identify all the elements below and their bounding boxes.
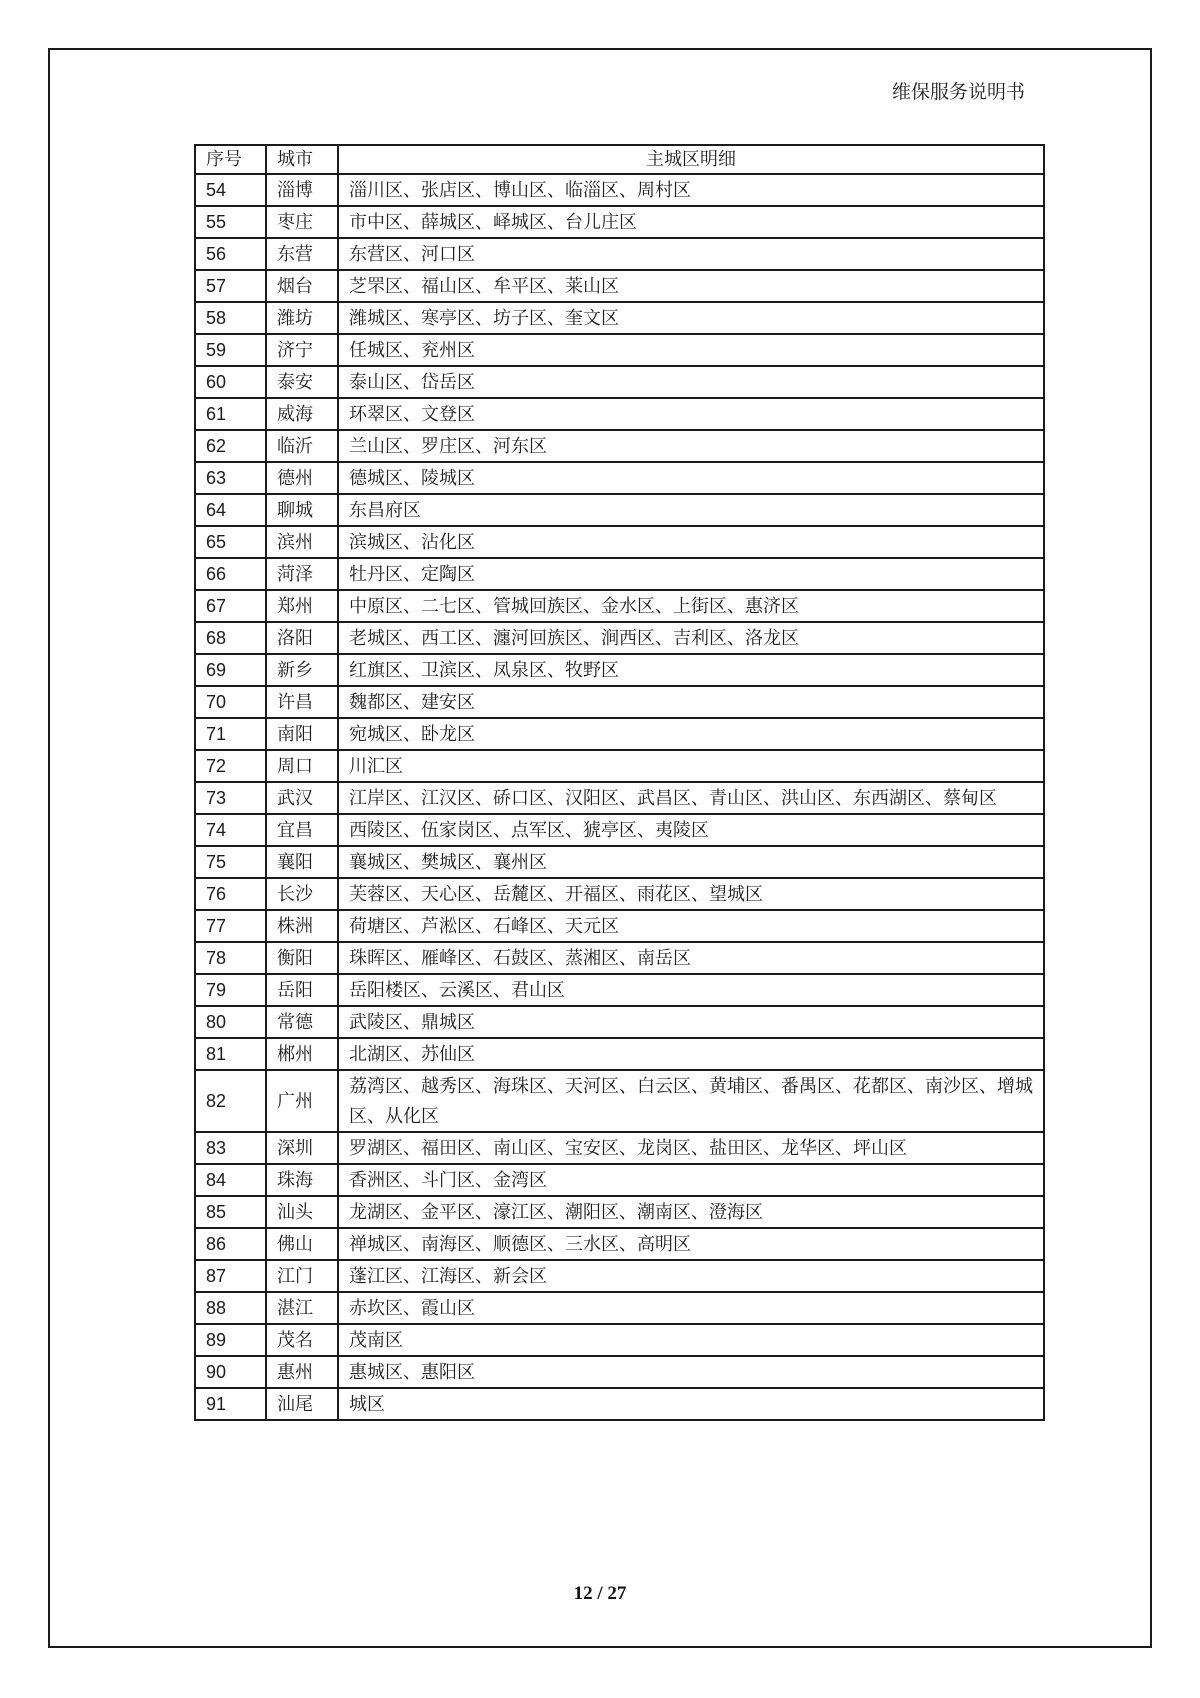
- cell-districts: 滨城区、沾化区: [338, 526, 1044, 558]
- cell-districts: 武陵区、鼎城区: [338, 1006, 1044, 1038]
- cell-no: 90: [195, 1356, 266, 1388]
- cell-no: 66: [195, 558, 266, 590]
- table-row: [195, 526, 1044, 558]
- cell-city: 衡阳: [266, 942, 338, 974]
- cell-districts: 香洲区、斗门区、金湾区: [338, 1164, 1044, 1196]
- cell-districts: 市中区、薛城区、峄城区、台儿庄区: [338, 206, 1044, 238]
- cell-districts: 东昌府区: [338, 494, 1044, 526]
- table-row: [195, 206, 1044, 238]
- cell-city: 江门: [266, 1260, 338, 1292]
- cell-districts: 岳阳楼区、云溪区、君山区: [338, 974, 1044, 1006]
- cell-city: 东营: [266, 238, 338, 270]
- table-row: [195, 846, 1044, 878]
- cell-districts: 北湖区、苏仙区: [338, 1038, 1044, 1070]
- cell-no: 60: [195, 366, 266, 398]
- cell-no: 68: [195, 622, 266, 654]
- cell-no: 64: [195, 494, 266, 526]
- table-row: [195, 814, 1044, 846]
- cell-districts: 芝罘区、福山区、牟平区、莱山区: [338, 270, 1044, 302]
- cell-districts: 红旗区、卫滨区、凤泉区、牧野区: [338, 654, 1044, 686]
- cell-no: 70: [195, 686, 266, 718]
- cell-city: 新乡: [266, 654, 338, 686]
- cell-districts: 城区: [338, 1388, 1044, 1420]
- cell-no: 91: [195, 1388, 266, 1420]
- table-row: [195, 462, 1044, 494]
- cell-no: 57: [195, 270, 266, 302]
- cell-no: 87: [195, 1260, 266, 1292]
- cell-city: 淄博: [266, 174, 338, 206]
- cell-city: 聊城: [266, 494, 338, 526]
- cell-districts: 荔湾区、越秀区、海珠区、天河区、白云区、黄埔区、番禺区、花都区、南沙区、增城区、从化区: [338, 1070, 1044, 1132]
- cell-city: 泰安: [266, 366, 338, 398]
- table-row: [195, 718, 1044, 750]
- cell-city: 周口: [266, 750, 338, 782]
- table-row: [195, 942, 1044, 974]
- cell-no: 55: [195, 206, 266, 238]
- table-row: [195, 366, 1044, 398]
- cell-city: 郑州: [266, 590, 338, 622]
- cell-no: 54: [195, 174, 266, 206]
- cell-districts: 江岸区、江汉区、硚口区、汉阳区、武昌区、青山区、洪山区、东西湖区、蔡甸区: [338, 782, 1044, 814]
- table-row: [195, 750, 1044, 782]
- cell-city: 枣庄: [266, 206, 338, 238]
- cell-city: 长沙: [266, 878, 338, 910]
- cell-no: 59: [195, 334, 266, 366]
- cell-districts: 西陵区、伍家岗区、点军区、猇亭区、夷陵区: [338, 814, 1044, 846]
- cell-districts: 禅城区、南海区、顺德区、三水区、高明区: [338, 1228, 1044, 1260]
- cell-no: 72: [195, 750, 266, 782]
- city-district-table: [194, 144, 1045, 1421]
- cell-city: 汕尾: [266, 1388, 338, 1420]
- cell-city: 佛山: [266, 1228, 338, 1260]
- table-row: [195, 398, 1044, 430]
- cell-city: 广州: [266, 1070, 338, 1132]
- cell-city: 茂名: [266, 1324, 338, 1356]
- cell-city: 菏泽: [266, 558, 338, 590]
- cell-districts: 东营区、河口区: [338, 238, 1044, 270]
- table-header-row: [195, 145, 1044, 174]
- cell-districts: 芙蓉区、天心区、岳麓区、开福区、雨花区、望城区: [338, 878, 1044, 910]
- cell-no: 75: [195, 846, 266, 878]
- cell-city: 潍坊: [266, 302, 338, 334]
- table-row: [195, 334, 1044, 366]
- table-row: [195, 622, 1044, 654]
- cell-districts: 川汇区: [338, 750, 1044, 782]
- cell-city: 烟台: [266, 270, 338, 302]
- cell-districts: 任城区、兖州区: [338, 334, 1044, 366]
- table-row: [195, 1006, 1044, 1038]
- cell-districts: 潍城区、寒亭区、坊子区、奎文区: [338, 302, 1044, 334]
- column-header-no: 序号: [195, 145, 266, 174]
- cell-districts: 惠城区、惠阳区: [338, 1356, 1044, 1388]
- cell-no: 85: [195, 1196, 266, 1228]
- table-row: [195, 1388, 1044, 1420]
- cell-districts: 魏都区、建安区: [338, 686, 1044, 718]
- cell-districts: 蓬江区、江海区、新会区: [338, 1260, 1044, 1292]
- table-row: [195, 174, 1044, 206]
- cell-districts: 环翠区、文登区: [338, 398, 1044, 430]
- column-header-city: 城市: [266, 145, 338, 174]
- cell-city: 武汉: [266, 782, 338, 814]
- page-number: 12 / 27: [573, 1583, 627, 1604]
- cell-no: 76: [195, 878, 266, 910]
- table-row: [195, 782, 1044, 814]
- table-row: [195, 1324, 1044, 1356]
- table-row: [195, 1132, 1044, 1164]
- table-row: [195, 558, 1044, 590]
- cell-no: 61: [195, 398, 266, 430]
- table-row: [195, 494, 1044, 526]
- cell-no: 79: [195, 974, 266, 1006]
- table-row: [195, 238, 1044, 270]
- cell-no: 58: [195, 302, 266, 334]
- cell-districts: 牡丹区、定陶区: [338, 558, 1044, 590]
- cell-no: 82: [195, 1070, 266, 1132]
- cell-districts: 龙湖区、金平区、濠江区、潮阳区、潮南区、澄海区: [338, 1196, 1044, 1228]
- cell-districts: 茂南区: [338, 1324, 1044, 1356]
- cell-city: 汕头: [266, 1196, 338, 1228]
- table-row: [195, 878, 1044, 910]
- cell-no: 71: [195, 718, 266, 750]
- table-row: [195, 1164, 1044, 1196]
- cell-districts: 兰山区、罗庄区、河东区: [338, 430, 1044, 462]
- cell-city: 宜昌: [266, 814, 338, 846]
- table-row: [195, 1228, 1044, 1260]
- cell-no: 84: [195, 1164, 266, 1196]
- cell-city: 德州: [266, 462, 338, 494]
- cell-city: 襄阳: [266, 846, 338, 878]
- cell-districts: 淄川区、张店区、博山区、临淄区、周村区: [338, 174, 1044, 206]
- table-row: [195, 590, 1044, 622]
- cell-no: 62: [195, 430, 266, 462]
- cell-city: 岳阳: [266, 974, 338, 1006]
- cell-city: 临沂: [266, 430, 338, 462]
- cell-city: 湛江: [266, 1292, 338, 1324]
- table-row: [195, 1260, 1044, 1292]
- table-row: [195, 1038, 1044, 1070]
- doc-header-title: 维保服务说明书: [892, 82, 1026, 103]
- cell-no: 86: [195, 1228, 266, 1260]
- cell-no: 88: [195, 1292, 266, 1324]
- cell-city: 滨州: [266, 526, 338, 558]
- cell-no: 80: [195, 1006, 266, 1038]
- table-row: [195, 302, 1044, 334]
- cell-city: 惠州: [266, 1356, 338, 1388]
- cell-city: 常德: [266, 1006, 338, 1038]
- cell-city: 株洲: [266, 910, 338, 942]
- cell-no: 56: [195, 238, 266, 270]
- table-row: [195, 1356, 1044, 1388]
- table-row: [195, 974, 1044, 1006]
- table-row: [195, 1292, 1044, 1324]
- cell-districts: 宛城区、卧龙区: [338, 718, 1044, 750]
- cell-districts: 中原区、二七区、管城回族区、金水区、上街区、惠济区: [338, 590, 1044, 622]
- cell-districts: 罗湖区、福田区、南山区、宝安区、龙岗区、盐田区、龙华区、坪山区: [338, 1132, 1044, 1164]
- cell-no: 78: [195, 942, 266, 974]
- cell-districts: 珠晖区、雁峰区、石鼓区、蒸湘区、南岳区: [338, 942, 1044, 974]
- cell-districts: 德城区、陵城区: [338, 462, 1044, 494]
- cell-no: 81: [195, 1038, 266, 1070]
- cell-city: 深圳: [266, 1132, 338, 1164]
- cell-no: 63: [195, 462, 266, 494]
- table-row: [195, 270, 1044, 302]
- cell-districts: 襄城区、樊城区、襄州区: [338, 846, 1044, 878]
- cell-city: 郴州: [266, 1038, 338, 1070]
- table-row: [195, 1070, 1044, 1132]
- cell-city: 洛阳: [266, 622, 338, 654]
- cell-city: 南阳: [266, 718, 338, 750]
- cell-no: 89: [195, 1324, 266, 1356]
- cell-no: 83: [195, 1132, 266, 1164]
- table-row: [195, 430, 1044, 462]
- cell-no: 73: [195, 782, 266, 814]
- cell-no: 74: [195, 814, 266, 846]
- cell-no: 77: [195, 910, 266, 942]
- cell-districts: 荷塘区、芦淞区、石峰区、天元区: [338, 910, 1044, 942]
- cell-no: 67: [195, 590, 266, 622]
- cell-districts: 赤坎区、霞山区: [338, 1292, 1044, 1324]
- column-header-districts: 主城区明细: [338, 145, 1044, 174]
- cell-no: 69: [195, 654, 266, 686]
- table-body: [195, 174, 1044, 1420]
- cell-city: 许昌: [266, 686, 338, 718]
- table-row: [195, 910, 1044, 942]
- table-row: [195, 686, 1044, 718]
- cell-city: 威海: [266, 398, 338, 430]
- table-row: [195, 654, 1044, 686]
- cell-districts: 老城区、西工区、瀍河回族区、涧西区、吉利区、洛龙区: [338, 622, 1044, 654]
- cell-no: 65: [195, 526, 266, 558]
- cell-city: 珠海: [266, 1164, 338, 1196]
- cell-city: 济宁: [266, 334, 338, 366]
- cell-districts: 泰山区、岱岳区: [338, 366, 1044, 398]
- table-row: [195, 1196, 1044, 1228]
